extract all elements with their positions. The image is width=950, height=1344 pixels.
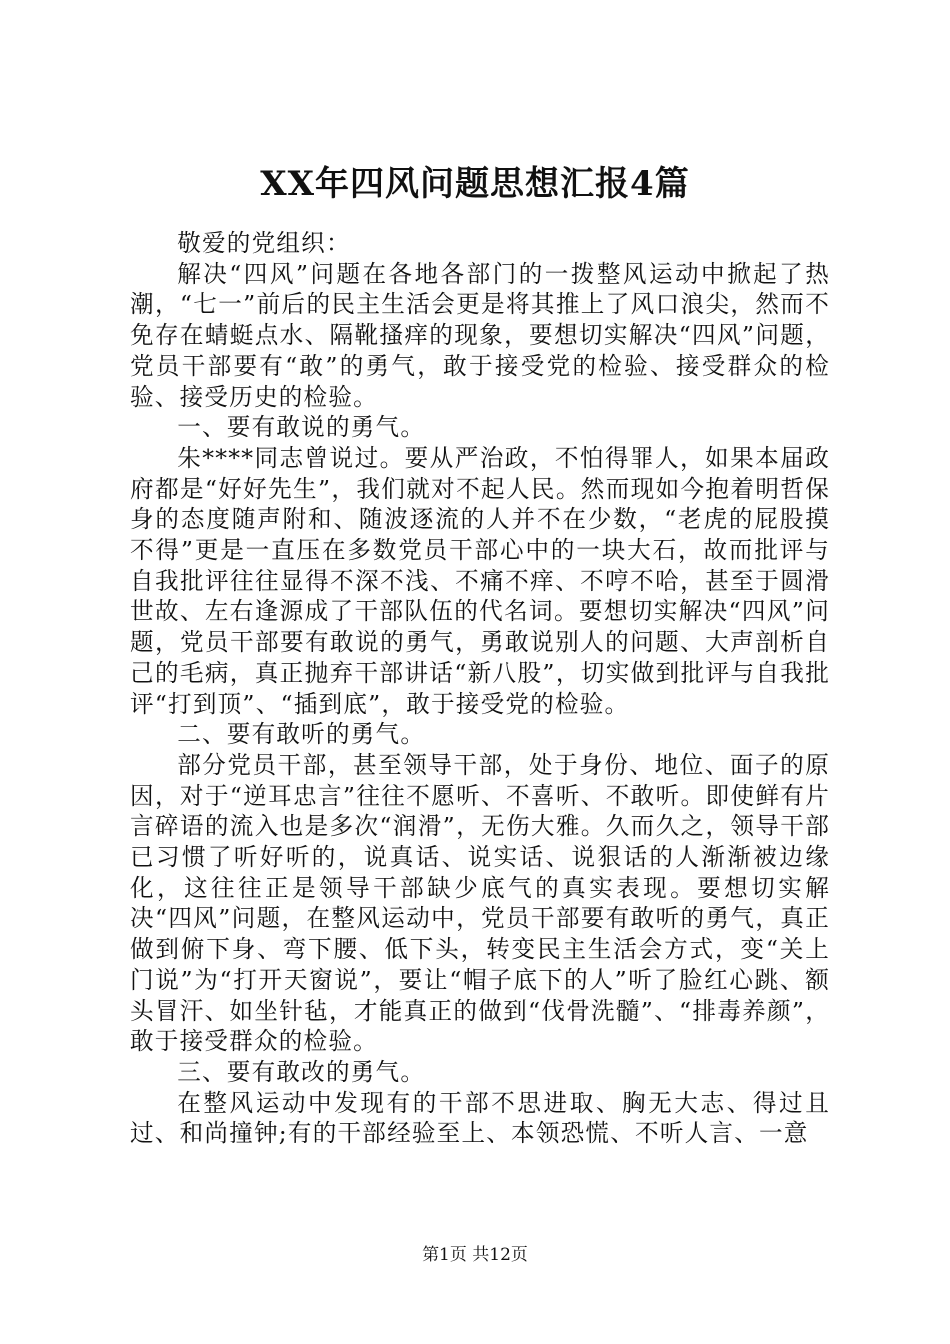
- section-paragraph-2: 部分党员干部，甚至领导干部，处于身份、地位、面子的原因，对于“逆耳忠言”往往不愿听、不喜听、不敢听。即使鲜有片言碎语的流入也是多次“润滑”，无伤大雅。久而久之，领导干部已习惯了听好听的，说真话、说实话、说狠话的人渐渐被边缘化，这往往正是领导干部缺少底气的真实表现。要想切实解决“四风”问题，在整风运动中，党员干部要有敢听的勇气，真正做到俯下身、弯下腰、低下头，转变民主生活会方式，变“关上门说”为“打开天窗说”，要让“帽子底下的人”听了脸红心跳、额头冒汗、如坐针毡，才能真正的做到“伐骨洗髓”、“排毒养颜”，敢于接受群众的检验。: [130, 750, 830, 1056]
- section-heading-1: 一、要有敢说的勇气。: [177, 413, 426, 442]
- salutation: 敬爱的党组织：: [177, 229, 351, 257]
- document-title: XX年四风问题思想汇报4篇: [260, 164, 690, 204]
- page-number: 第1页 共12页: [422, 1245, 528, 1265]
- section-paragraph-1: 朱****同志曾说过。要从严治政，不怕得罪人，如果本届政府都是“好好先生”，我们就对不起人民。然而现如今抱着明哲保身的态度随声附和、随波逐流的人并不在少数，“老虎的屁股摸不得”更是一直压在多数党员干部心中的一块大石，故而批评与自我批评往往显得不深不浅、不痛不痒、不哼不哈，甚至于圆滑世故、左右逢源成了干部队伍的代名词。要想切实解决“四风”问题，党员干部要有敢说的勇气，勇敢说别人的问题、大声剖析自己的毛病，真正抛弃干部讲话“新八股”，切实做到批评与自我批评“打到顶”、“插到底”，敢于接受党的检验。: [130, 443, 830, 718]
- section-paragraph-3: 在整风运动中发现有的干部不思进取、胸无大志、得过且过、和尚撞钟;有的干部经验至上、本领恐慌、不听人言、一意: [130, 1088, 830, 1148]
- document-body: [130, 228, 830, 1149]
- section-heading-3: 三、要有敢改的勇气。: [177, 1057, 426, 1086]
- intro-paragraph: 解决“四风”问题在各地各部门的一拨整风运动中掀起了热潮，“七一”前后的民主生活会更是将其推上了风口浪尖，然而不免存在蜻蜓点水、隔靴搔痒的现象，要想切实解决“四风”问题，党员干部要有“敢”的勇气，敢于接受党的检验、接受群众的检验、接受历史的检验。: [130, 259, 830, 411]
- section-heading-2: 二、要有敢听的勇气。: [177, 720, 426, 749]
